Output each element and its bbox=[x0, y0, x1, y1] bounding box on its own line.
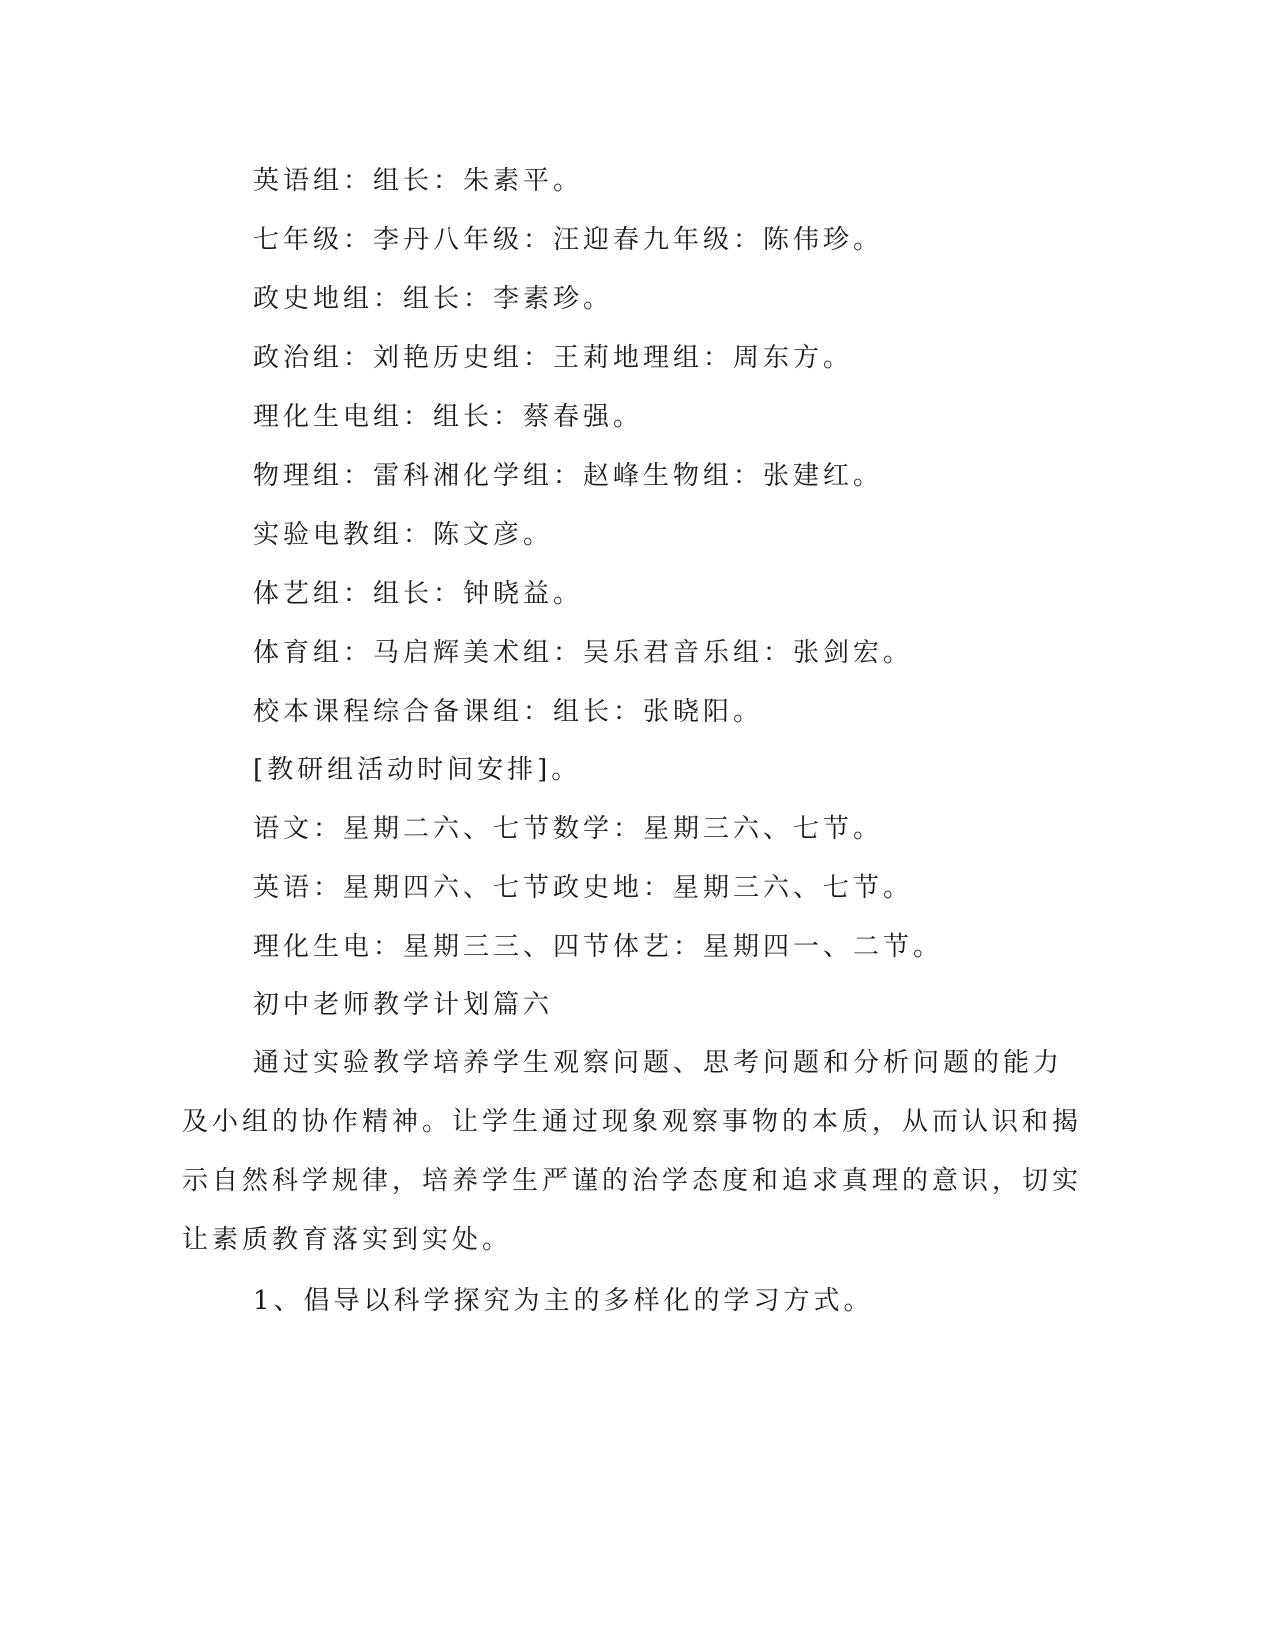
text-line-lab-av-group: 实验电教组：陈文彦。 bbox=[253, 520, 554, 550]
body-paragraph: 通过实验教学培养学生观察问题、思考问题和分析问题的能力及小组的协作精神。让学生通过现象观察事物的本质，从而认识和揭示自然科学规律，培养学生严谨的治学态度和追求真理的意识，切实让素质教育落实到实处。 bbox=[182, 1048, 1083, 1255]
text-line-schedule-chinese-math: 语文：星期二六、七节数学：星期三六、七节。 bbox=[253, 814, 884, 844]
text-line-pe-art-group: 体艺组：组长：钟晓益。 bbox=[253, 579, 584, 609]
section-heading-schedule: [教研组活动时间安排]。 bbox=[253, 755, 582, 785]
section-title-plan-six: 初中老师教学计划篇六 bbox=[253, 990, 554, 1020]
text-line-schedule-science-pe-art: 理化生电：星期三三、四节体艺：星期四一、二节。 bbox=[253, 932, 944, 962]
text-line-politics-history-geo-group: 政史地组：组长：李素珍。 bbox=[253, 284, 614, 314]
text-line-schedule-english-polhisgeo: 英语：星期四六、七节政史地：星期三六、七节。 bbox=[253, 873, 914, 903]
text-line-science-group: 理化生电组：组长：蔡春强。 bbox=[253, 402, 644, 432]
text-line-politics-history-geo-members: 政治组：刘艳历史组：王莉地理组：周东方。 bbox=[253, 343, 854, 373]
text-line-science-members: 物理组：雷科湘化学组：赵峰生物组：张建红。 bbox=[253, 461, 884, 491]
text-line-school-curriculum-group: 校本课程综合备课组：组长：张晓阳。 bbox=[253, 697, 764, 727]
text-line-pe-art-members: 体育组：马启辉美术组：吴乐君音乐组：张剑宏。 bbox=[253, 638, 914, 668]
text-line-grade-leaders: 七年级：李丹八年级：汪迎春九年级：陈伟珍。 bbox=[253, 225, 884, 255]
list-item-1: 1、倡导以科学探究为主的多样化的学习方式。 bbox=[253, 1286, 874, 1316]
text-line-english-group: 英语组：组长：朱素平。 bbox=[253, 166, 584, 196]
